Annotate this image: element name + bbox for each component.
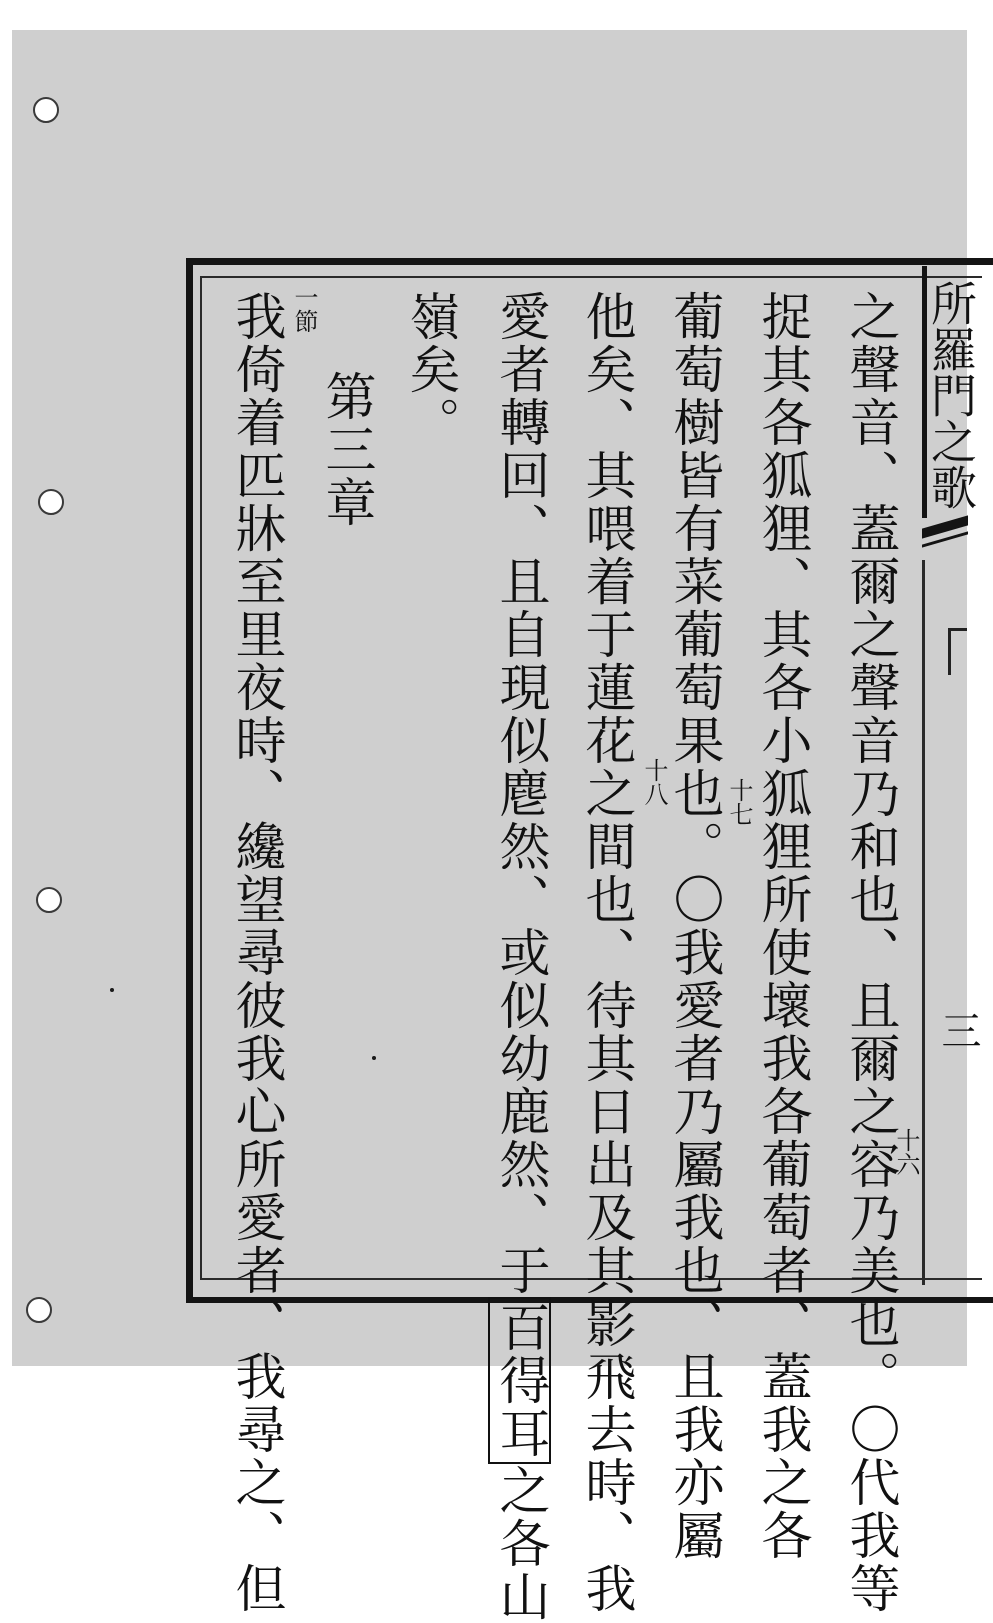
text-column: 之聲音、蓋爾之聲音乃和也、且爾之容乃美也。〇代我等 bbox=[840, 290, 899, 1615]
text-column bbox=[490, 290, 549, 1623]
place-name-box: 百得耳 bbox=[488, 1297, 551, 1464]
text-column: 我倚着匹牀至里夜時、纔望尋彼我心所愛者、我尋之、但 bbox=[226, 290, 285, 1615]
verse-marker: 十七 bbox=[725, 778, 753, 826]
section-number: 一節 bbox=[290, 285, 318, 333]
punch-hole bbox=[36, 887, 62, 913]
punch-hole bbox=[26, 1297, 52, 1323]
chapter-heading: 第三章 bbox=[316, 370, 375, 529]
verse-marker: 十八 bbox=[640, 758, 668, 806]
margin-rule bbox=[922, 560, 925, 1285]
folio-number: 三 bbox=[935, 1010, 981, 1050]
text-column: 葡萄樹皆有菜葡萄果也。〇我愛者乃屬我也、且我亦屬 bbox=[664, 290, 723, 1562]
margin-mark bbox=[948, 628, 967, 675]
ink-speck bbox=[372, 1056, 376, 1060]
running-title: 所羅門之歌 bbox=[924, 280, 978, 510]
verse-marker: 十六 bbox=[892, 1128, 920, 1176]
punch-hole bbox=[38, 489, 64, 515]
punch-hole bbox=[33, 97, 59, 123]
text-segment: 之各山 bbox=[490, 1464, 549, 1623]
ink-speck bbox=[110, 988, 114, 992]
text-column: 他矣、其喂着于蓮花之間也、待其日出及其影飛去時、我 bbox=[576, 290, 635, 1615]
text-segment: 愛者轉回、且自現似麀然、或似幼鹿然、于 bbox=[490, 290, 549, 1297]
text-column: 捉其各狐狸、其各小狐狸所使壞我各葡萄者、蓋我之各 bbox=[752, 290, 811, 1562]
text-column: 嶺矣。 bbox=[400, 290, 459, 449]
